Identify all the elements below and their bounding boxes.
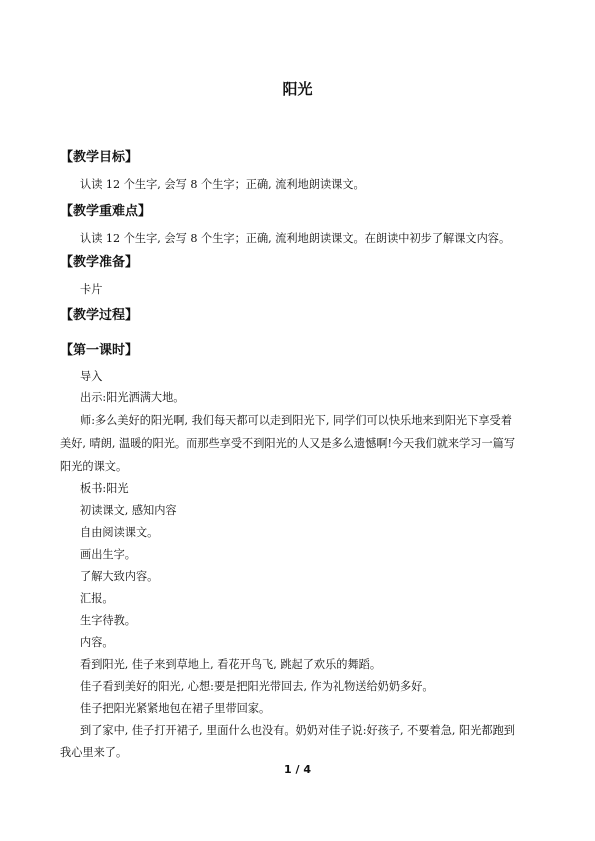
body-line: 板书:阳光 — [80, 482, 129, 495]
key-points-text: 认读 12 个生字, 会写 8 个生字；正确, 流利地朗读课文。在朗读中初步了解课文内容。 — [80, 232, 511, 245]
body-line: 导入 — [80, 370, 103, 383]
body-line: 自由阅读课文。 — [80, 526, 159, 539]
body-line: 佳子看到美好的阳光, 心想:要是把阳光带回去, 作为礼物送给奶奶多好。 — [80, 680, 434, 693]
key-points-heading: 【教学重难点】 — [60, 204, 152, 219]
page-number: 1 / 4 — [284, 763, 311, 776]
teaching-goals-text: 认读 12 个生字, 会写 8 个生字；正确, 流利地朗读课文。 — [80, 178, 365, 191]
teaching-goals-heading: 【教学目标】 — [60, 150, 139, 165]
body-line: 内容。 — [80, 636, 114, 649]
body-line: 看到阳光, 佳子来到草地上, 看花开鸟飞, 跳起了欢乐的舞蹈。 — [80, 658, 382, 671]
first-lesson-heading: 【第一课时】 — [60, 343, 139, 358]
preparation-heading: 【教学准备】 — [60, 255, 139, 270]
body-line: 美好, 晴朗, 温暖的阳光。而那些享受不到阳光的人又是多么遗憾啊!今天我们就来学习一篇写 — [60, 437, 516, 450]
document-title: 阳光 — [282, 80, 313, 98]
body-line: 了解大致内容。 — [80, 570, 159, 583]
body-line: 阳光的课文。 — [60, 460, 128, 473]
body-line: 出示:阳光洒满大地。 — [80, 391, 185, 404]
body-line: 到了家中, 佳子打开裙子, 里面什么也没有。奶奶对佳子说:好孩子, 不要着急, 阳光都跑到 — [80, 724, 515, 737]
body-line: 初读课文, 感知内容 — [80, 504, 177, 517]
body-line: 画出生字。 — [80, 548, 136, 561]
body-line: 生字待教。 — [80, 614, 136, 627]
preparation-text: 卡片 — [80, 283, 103, 296]
body-line: 佳子把阳光紧紧地包在裙子里带回家。 — [80, 702, 271, 715]
body-line: 汇报。 — [80, 592, 114, 605]
body-line: 我心里来了。 — [60, 746, 128, 759]
body-line: 师:多么美好的阳光啊, 我们每天都可以走到阳光下, 同学们可以快乐地来到阳光下享受着 — [80, 414, 512, 427]
process-heading: 【教学过程】 — [60, 308, 139, 323]
